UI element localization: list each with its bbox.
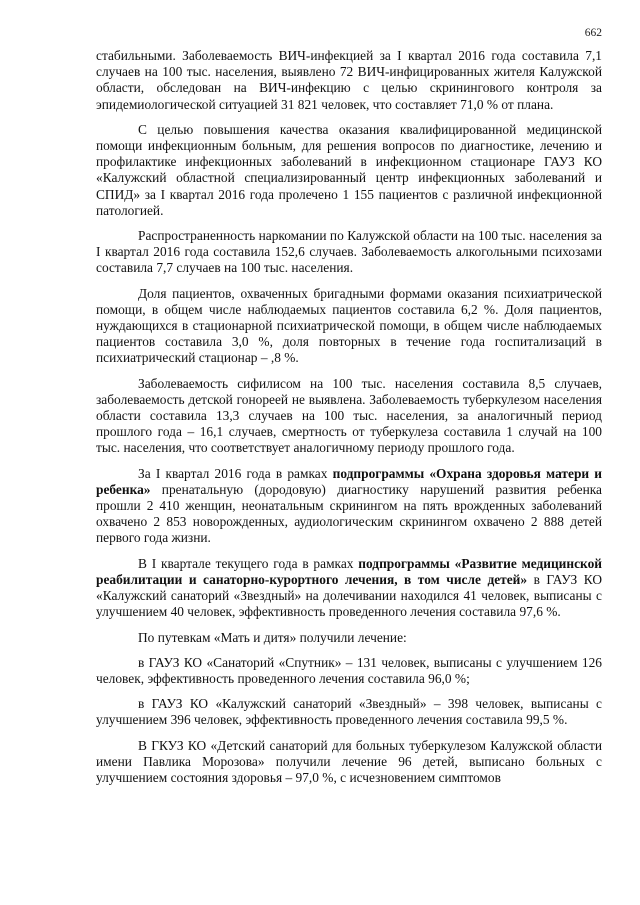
paragraph-p6 (96, 466, 602, 547)
text-segment: Заболеваемость сифилисом на 100 тыс. населения составила 8,5 случаев, заболеваемость детской гонореей не выявлена. Заболеваемость туберкулезом населения области составила 13,3 случаев на 100 тыс. населения, за аналогичный период прошлого года – 16,1 случаев, смертность от туберкулеза составила 1 случай на 100 тыс. населения, что соответствует аналогичному периоду прошлого года. (96, 375, 602, 456)
text-segment: Доля пациентов, охваченных бригадными формами оказания психиатрической помощи, в общем числе наблюдаемых пациентов составила 6,2 %. Доля пациентов, нуждающихся в стационарной психиатрической помощи, в общем числе наблюдаемых пациентов составила 3,0 %, доля повторных в течение года госпитализаций в психиатрический стационар – ,8 %. (96, 285, 602, 366)
paragraph-p4 (96, 286, 602, 367)
text-segment: стабильными. Заболеваемость ВИЧ-инфекцией за I квартал 2016 года составила 7,1 случаев на 100 тыс. населения, выявлено 72 ВИЧ-инфицированных жителя Калужской области, обследован на ВИЧ-инфекцию с целью скринингового контроля за эпидемиологической ситуацией 31 821 человек, что составляет 71,0 % от плана. (96, 48, 602, 112)
paragraph-p7 (96, 556, 602, 621)
document-body (96, 48, 602, 786)
text-segment: в ГАУЗ КО «Калужский санаторий «Звездный» на долечивании находился 41 человек, выписаны с улучшением 40 человек, эффективность проведенного лечения составила 97,6 %. (96, 571, 603, 620)
page-number: 662 (584, 27, 602, 39)
text-segment: пренатальную (дородовую) диагностику нарушений развития ребенка прошли 2 410 женщин, неонатальным скринингом на пять врожденных заболеваний охвачено 2 853 новорожденных, аудиологическим скринингом охвачено 2 888 детей первого года жизни. (96, 481, 602, 546)
text-segment: В I квартале текущего года в рамках (138, 555, 359, 571)
paragraph-p1 (96, 48, 602, 113)
text-segment: в ГАУЗ КО «Калужский санаторий «Звездный» – 398 человек, выписаны с улучшением 396 человек, эффективность проведенного лечения составила 99,5 %. (96, 696, 602, 728)
text-segment: За I квартал 2016 года в рамках (138, 465, 333, 481)
bold-text-segment: подпрограммы «Охрана здоровья матери и ребенка» (96, 465, 602, 497)
paragraph-p3 (96, 228, 602, 277)
text-segment: По путевкам «Мать и дитя» получили лечение: (138, 629, 407, 645)
bold-text-segment: подпрограммы «Развитие медицинской реабилитации и санаторно-курортного лечения, в том числе детей» (96, 555, 602, 587)
text-segment: С целью повышения качества оказания квалифицированной медицинской помощи инфекционным больным, для решения вопросов по диагностике, лечению и профилактике инфекционных заболеваний в инфекционном стационаре ГАУЗ КО «Калужский областной специализированный центр инфекционных заболеваний и СПИД» за I квартал 2016 года пролечено 1 155 пациентов с различной инфекционной патологией. (96, 121, 602, 218)
paragraph-p11 (96, 738, 602, 787)
paragraph-p10 (96, 696, 602, 728)
paragraph-p5 (96, 376, 602, 457)
text-segment: В ГКУЗ КО «Детский санаторий для больных туберкулезом Калужской области имени Павлика Морозова» получили лечение 96 детей, выписано больных с улучшением состояния здоровья – 97,0 %, с исчезновением симптомов (96, 737, 602, 785)
text-segment: Распространенность наркомании по Калужской области на 100 тыс. населения за I квартал 2016 года составила 152,6 случаев. Заболеваемость алкогольными психозами составила 7,7 случаев на 100 тыс. населения. (96, 228, 602, 276)
paragraph-p9 (96, 655, 602, 687)
paragraph-p2 (96, 122, 602, 219)
paragraph-p8 (96, 630, 602, 646)
text-segment: в ГАУЗ КО «Санаторий «Спутник» – 131 человек, выписаны с улучшением 126 человек, эффективность проведенного лечения составила 96,0 %; (96, 654, 602, 686)
